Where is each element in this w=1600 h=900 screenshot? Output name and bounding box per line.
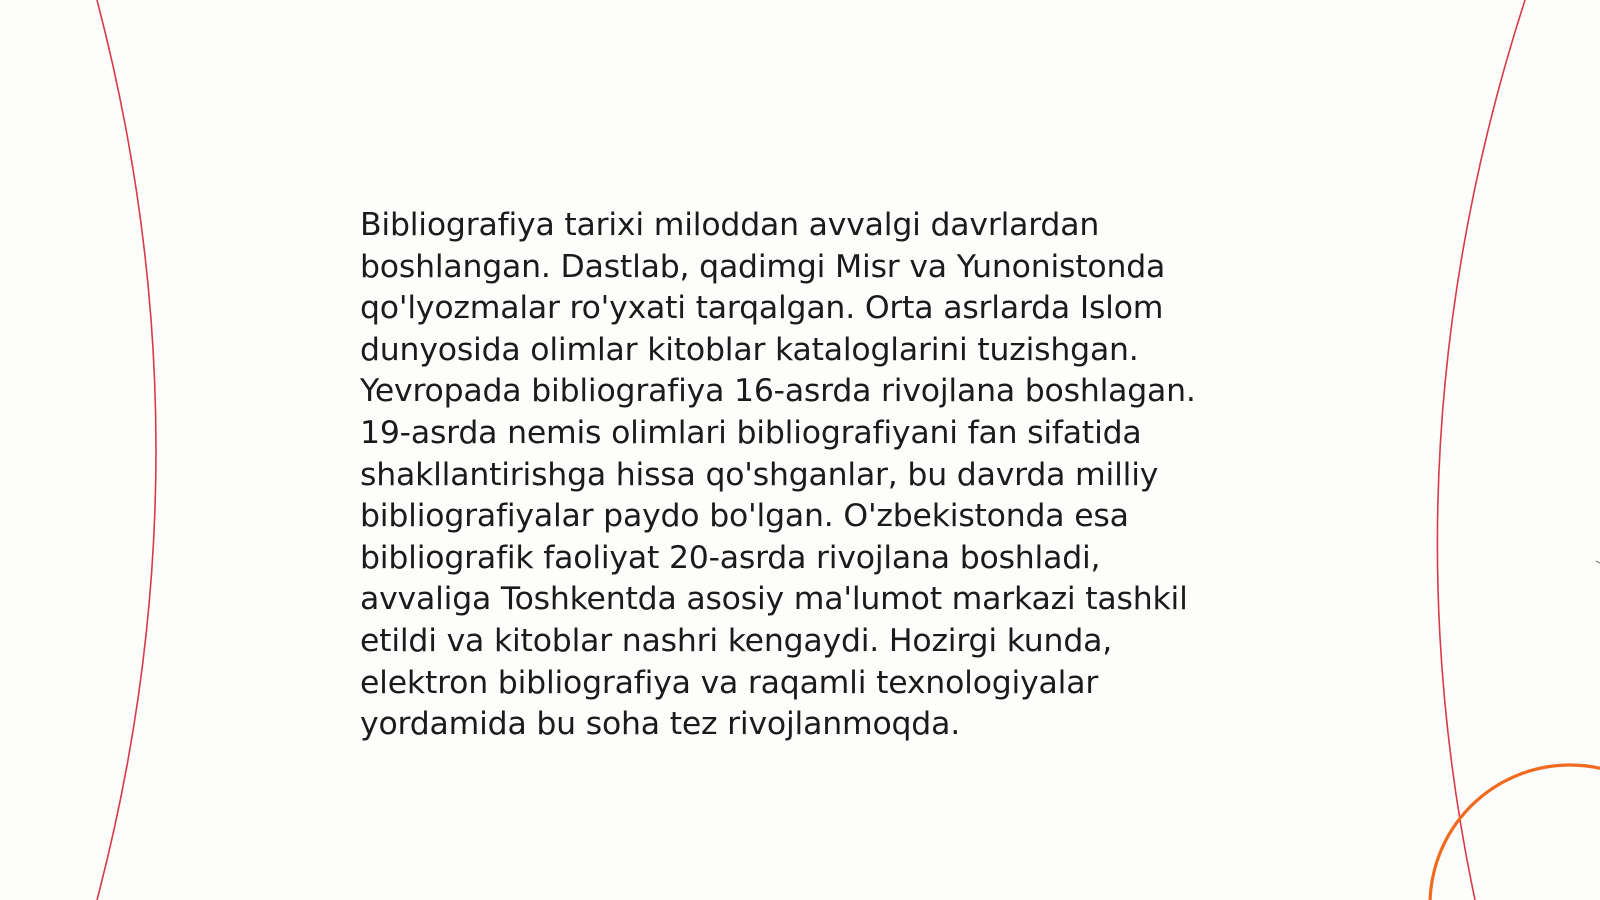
body-line-8: bibliografiyalar paydo bo'lgan. O'zbekistonda esa xyxy=(360,498,1129,535)
body-line-4: dunyosida olimlar kitoblar kataloglarini tuzishgan. xyxy=(360,331,1139,368)
body-line-3: qo'lyozmalar ro'yxati tarqalgan. Orta asrlarda Islom xyxy=(360,290,1164,327)
body-line-9: bibliografik faoliyat 20-asrda rivojlana boshladi, xyxy=(360,539,1101,576)
body-line-6: 19-asrda nemis olimlari bibliografiyani fan sifatida xyxy=(360,414,1142,451)
body-line-11: etildi va kitoblar nashri kengaydi. Hozirgi kunda, xyxy=(360,622,1113,659)
body-line-13: yordamida bu soha tez rivojlanmoqda. xyxy=(360,706,961,743)
right-red-curve xyxy=(1437,0,1525,900)
body-line-5: Yevropada bibliografiya 16-asrda rivojlana boshlagan. xyxy=(360,373,1196,410)
body-line-2: boshlangan. Dastlab, qadimgi Misr va Yunonistonda xyxy=(360,248,1166,285)
orange-circle-arc xyxy=(1430,765,1600,900)
slide-body-text xyxy=(360,205,1260,746)
body-line-1: Bibliografiya tarixi miloddan avvalgi davrlardan xyxy=(360,207,1100,243)
left-red-curve xyxy=(97,0,156,900)
right-edge-chevron xyxy=(1596,561,1600,563)
body-line-7: shakllantirishga hissa qo'shganlar, bu davrda milliy xyxy=(360,456,1159,493)
body-line-10: avvaliga Toshkentda asosiy ma'lumot markazi tashkil xyxy=(360,581,1188,618)
body-line-12: elektron bibliografiya va raqamli texnologiyalar xyxy=(360,664,1099,701)
